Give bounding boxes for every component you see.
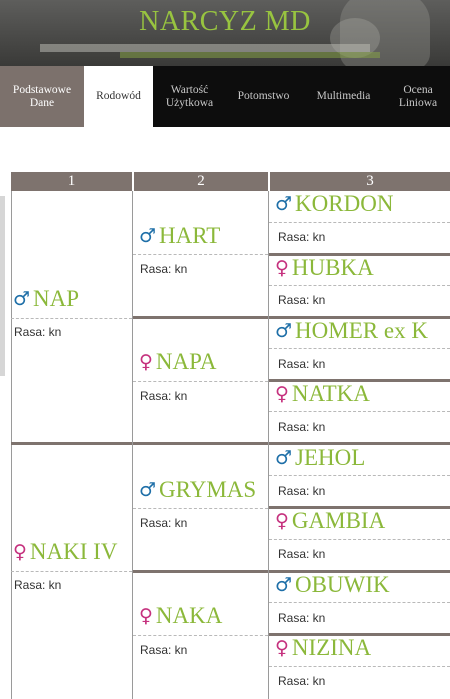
pedigree-entry-gen3[interactable] bbox=[275, 635, 371, 661]
tab-ocena-liniowa[interactable]: Ocena Liniowa bbox=[398, 83, 438, 109]
female-symbol-icon: ♀ bbox=[13, 541, 27, 563]
breed-label: Rasa: kn bbox=[278, 357, 326, 371]
breed-label: Rasa: kn bbox=[140, 262, 188, 276]
female-symbol-icon: ♀ bbox=[275, 383, 289, 405]
pedigree-entry-gen3[interactable] bbox=[275, 191, 393, 217]
column-header-gen2: 2 bbox=[134, 172, 268, 191]
pedigree-entry-dam[interactable] bbox=[13, 539, 117, 565]
horse-name-link[interactable]: HUBKA bbox=[291, 255, 374, 280]
header-banner bbox=[0, 0, 450, 66]
grid-line bbox=[132, 191, 133, 699]
horse-name-link[interactable]: JEHOL bbox=[295, 445, 366, 470]
horse-name-link[interactable]: NATKA bbox=[291, 381, 370, 406]
breed-label: Rasa: kn bbox=[278, 293, 326, 307]
male-symbol-icon: ♂ bbox=[139, 225, 157, 247]
grid-line bbox=[11, 191, 12, 699]
tab-rodowod[interactable]: Rodowód bbox=[84, 66, 153, 127]
breed-label: Rasa: kn bbox=[278, 547, 326, 561]
breed-label: Rasa: kn bbox=[278, 611, 326, 625]
tab-multimedia[interactable]: Multimedia bbox=[316, 90, 371, 103]
female-symbol-icon: ♀ bbox=[139, 351, 153, 373]
breed-label: Rasa: kn bbox=[140, 389, 188, 403]
row-divider bbox=[11, 571, 132, 572]
row-divider bbox=[133, 635, 268, 636]
banner-photo-fence bbox=[40, 44, 370, 52]
row-divider bbox=[133, 254, 268, 255]
horse-name-link[interactable]: OBUWIK bbox=[295, 572, 390, 597]
row-separator bbox=[133, 570, 268, 573]
horse-name-link[interactable]: NAKA bbox=[155, 603, 223, 628]
tab-wartosc-uzytkowa[interactable]: Wartość Użytkowa bbox=[165, 83, 214, 109]
male-symbol-icon: ♂ bbox=[275, 447, 293, 469]
breed-label: Rasa: kn bbox=[14, 325, 62, 339]
pedigree-entry-gen2[interactable] bbox=[139, 603, 222, 629]
horse-name-link[interactable]: NIZINA bbox=[291, 635, 372, 660]
column-header-gen1: 1 bbox=[11, 172, 132, 191]
breed-label: Rasa: kn bbox=[278, 674, 326, 688]
horse-name-link[interactable]: HART bbox=[159, 223, 221, 248]
breed-label: Rasa: kn bbox=[278, 484, 326, 498]
horse-name-link[interactable]: GAMBIA bbox=[291, 508, 386, 533]
horse-name-link[interactable]: KORDON bbox=[295, 191, 394, 216]
male-symbol-icon: ♂ bbox=[13, 288, 31, 310]
row-divider bbox=[269, 411, 450, 412]
male-symbol-icon: ♂ bbox=[275, 320, 293, 342]
row-divider bbox=[269, 475, 450, 476]
horse-name-title: NARCYZ MD bbox=[139, 6, 311, 37]
horse-name-link[interactable]: NAPA bbox=[155, 349, 217, 374]
pedigree-entry-gen3[interactable] bbox=[275, 318, 428, 344]
row-divider bbox=[133, 381, 268, 382]
row-divider bbox=[133, 508, 268, 509]
pedigree-entry-gen2[interactable] bbox=[139, 349, 216, 375]
row-separator bbox=[133, 316, 268, 319]
tab-podstawowe-dane[interactable]: Podstawowe Dane bbox=[0, 66, 84, 127]
female-symbol-icon: ♀ bbox=[139, 605, 153, 627]
pedigree-entry-gen3[interactable] bbox=[275, 445, 365, 471]
row-divider bbox=[269, 285, 450, 286]
row-divider bbox=[11, 318, 132, 319]
row-divider bbox=[269, 222, 450, 223]
female-symbol-icon: ♀ bbox=[275, 637, 289, 659]
female-symbol-icon: ♀ bbox=[275, 510, 289, 532]
tab-bar bbox=[0, 66, 450, 127]
breed-label: Rasa: kn bbox=[140, 516, 188, 530]
pedigree-entry-gen3[interactable] bbox=[275, 381, 370, 407]
horse-name-link[interactable]: GRYMAS bbox=[159, 477, 257, 502]
pedigree-entry-gen3[interactable] bbox=[275, 255, 374, 281]
horse-name-link[interactable]: NAKI IV bbox=[29, 539, 118, 564]
pedigree-entry-sire[interactable] bbox=[13, 286, 79, 312]
banner-photo-grass bbox=[120, 52, 380, 58]
scroll-indicator[interactable] bbox=[0, 196, 5, 376]
row-divider bbox=[269, 348, 450, 349]
breed-label: Rasa: kn bbox=[140, 643, 188, 657]
breed-label: Rasa: kn bbox=[278, 420, 326, 434]
female-symbol-icon: ♀ bbox=[275, 257, 289, 279]
pedigree-entry-gen3[interactable] bbox=[275, 572, 390, 598]
pedigree-entry-gen3[interactable] bbox=[275, 508, 385, 534]
male-symbol-icon: ♂ bbox=[139, 479, 157, 501]
tab-potomstwo[interactable]: Potomstwo bbox=[237, 90, 290, 103]
breed-label: Rasa: kn bbox=[14, 578, 62, 592]
grid-line bbox=[268, 191, 269, 699]
column-header-gen3: 3 bbox=[270, 172, 450, 191]
row-divider bbox=[269, 666, 450, 667]
row-separator bbox=[133, 442, 268, 445]
pedigree-entry-gen2[interactable] bbox=[139, 477, 256, 503]
horse-name-link[interactable]: NAP bbox=[33, 286, 80, 311]
row-separator bbox=[11, 442, 132, 445]
pedigree-entry-gen2[interactable] bbox=[139, 223, 220, 249]
male-symbol-icon: ♂ bbox=[275, 193, 293, 215]
row-divider bbox=[269, 539, 450, 540]
breed-label: Rasa: kn bbox=[278, 230, 326, 244]
horse-name-link[interactable]: HOMER ex K bbox=[295, 318, 428, 343]
male-symbol-icon: ♂ bbox=[275, 574, 293, 596]
row-divider bbox=[269, 602, 450, 603]
